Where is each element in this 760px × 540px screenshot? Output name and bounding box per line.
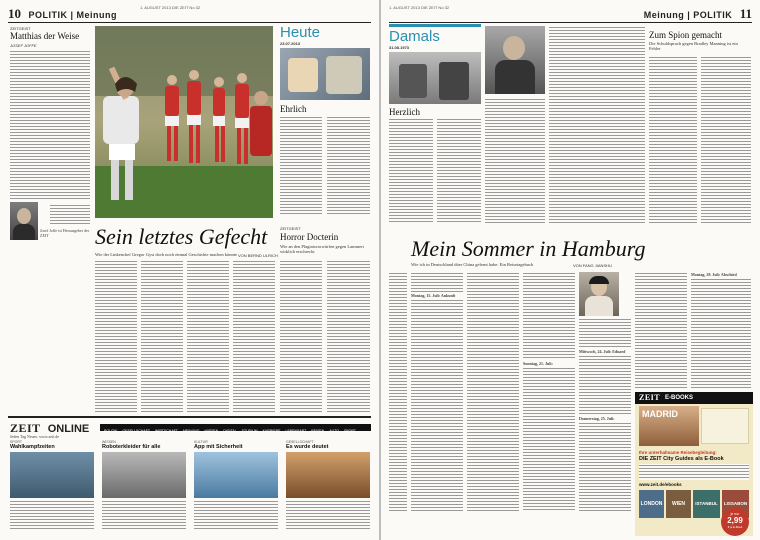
page-date: 1. AUGUST 2013 DIE ZEIT No 32 bbox=[389, 5, 450, 10]
city-tile-london[interactable]: LONDON bbox=[639, 490, 664, 518]
football-scene-illustration bbox=[95, 26, 273, 218]
ebook-label: E-BOOKS bbox=[665, 395, 694, 401]
diary-entry-head: Montag, 29. Juli: Abschied bbox=[691, 272, 737, 277]
promo-card-4[interactable] bbox=[286, 440, 370, 530]
section-label: POLITIK | Meinung bbox=[28, 10, 117, 20]
city-tile-istanbul[interactable]: ISTANBUL bbox=[693, 490, 720, 518]
diary-entry-head: Mittwoch, 24. Juli: Eduard bbox=[579, 349, 626, 354]
author-portrait-fang bbox=[579, 272, 619, 316]
zeit-logo-text: ZEIT bbox=[10, 421, 41, 435]
online-nav-item[interactable]: MEINUNG bbox=[182, 429, 200, 433]
online-nav-item[interactable]: POLITIK bbox=[104, 429, 118, 433]
diary-entry-head: Montag, 15. Juli: Ankunft bbox=[411, 293, 456, 298]
column-body-text-2 bbox=[50, 204, 90, 224]
section-label: Meinung | POLITIK bbox=[643, 10, 733, 20]
damals-text-1 bbox=[389, 118, 433, 224]
online-nav-item[interactable]: AUTO bbox=[329, 429, 339, 433]
promo-text bbox=[286, 500, 370, 530]
promo-title: Wahlkampfzeiten bbox=[10, 444, 55, 450]
promo-image bbox=[286, 452, 370, 498]
right-page bbox=[381, 0, 760, 540]
column-byline: JOSEF JOFFE bbox=[10, 43, 37, 48]
ebook-headline-2: DIE ZEIT City Guides als E-Book bbox=[639, 456, 724, 462]
promo-title: Es wurde deutet bbox=[286, 444, 329, 450]
margin-text bbox=[389, 272, 407, 512]
online-nav-item[interactable]: SPORT bbox=[343, 429, 356, 433]
promo-card-3[interactable] bbox=[194, 440, 278, 530]
promo-card-2[interactable] bbox=[102, 440, 186, 530]
diary-entry-head: Donnerstag, 25. Juli: bbox=[579, 416, 615, 421]
page-number: 10 bbox=[8, 6, 21, 21]
diary-col-1 bbox=[411, 272, 463, 512]
diary-subheadline: Wie ich in Deutschland über China gelernt habe. Ein Reisetagebuch bbox=[411, 262, 534, 267]
online-rule bbox=[8, 416, 371, 418]
damals-headline: Herzlich bbox=[389, 107, 420, 117]
promo-kicker: GESELLSCHAFT bbox=[286, 440, 314, 444]
promo-image bbox=[102, 452, 186, 498]
promo-image bbox=[10, 452, 94, 498]
right-page-header bbox=[389, 5, 752, 21]
damals-date: 31.08.1973 bbox=[389, 45, 410, 50]
column-body-text bbox=[10, 50, 90, 200]
glossary-text-1 bbox=[280, 260, 322, 412]
diary-col-5 bbox=[635, 272, 687, 388]
price-badge bbox=[721, 508, 749, 536]
spion-text-left bbox=[485, 98, 545, 224]
online-nav-item[interactable]: WISSEN bbox=[204, 429, 219, 433]
author-caption: Josef Joffe ist Herausgeber der ZEIT bbox=[40, 228, 90, 238]
online-logo-text: ONLINE bbox=[47, 423, 90, 435]
promo-text bbox=[102, 500, 186, 530]
damals-label: Damals bbox=[389, 28, 440, 45]
price-prefix: je nur bbox=[730, 512, 740, 516]
spion-author-photo bbox=[485, 26, 545, 94]
glossary-headline: Horror Docterin bbox=[280, 232, 339, 242]
diary-byline: VON FANG JIANSHU bbox=[573, 262, 612, 268]
lead-text-col-1 bbox=[95, 260, 137, 412]
promo-kicker: WISSEN bbox=[102, 440, 116, 444]
promo-kicker: SPORT bbox=[10, 440, 22, 444]
glossary-text-2 bbox=[327, 260, 370, 412]
page-date: 1. AUGUST 2013 DIE ZEIT No 32 bbox=[140, 5, 201, 10]
online-nav-item[interactable]: REISEN bbox=[311, 429, 325, 433]
spion-text-2 bbox=[701, 56, 751, 224]
online-nav-bar bbox=[100, 424, 371, 431]
ebook-tablet-image bbox=[701, 408, 749, 444]
city-tile-wien[interactable]: WIEN bbox=[666, 490, 691, 518]
spion-text-1 bbox=[649, 56, 697, 224]
ebook-ad[interactable] bbox=[635, 392, 753, 536]
lead-text-col-2 bbox=[141, 260, 183, 412]
online-nav-item[interactable]: DIGITAL bbox=[223, 429, 237, 433]
online-promo-row bbox=[10, 440, 372, 536]
page-number: 11 bbox=[739, 6, 752, 21]
ebook-headline: Ihre unterhaltsame Reisebegleitung: bbox=[639, 450, 717, 455]
lead-photo-football bbox=[95, 26, 273, 218]
promo-text bbox=[10, 500, 94, 530]
ebook-url[interactable]: www.zeit.de/ebooks bbox=[639, 482, 682, 487]
lead-headline: Sein letztes Gefecht bbox=[95, 224, 268, 249]
promo-kicker: KULTUR bbox=[194, 440, 208, 444]
column-kicker: ZEITGEIST bbox=[10, 26, 31, 31]
online-nav-item[interactable]: KARRIERE bbox=[262, 429, 281, 433]
promo-text bbox=[194, 500, 278, 530]
heute-text-1 bbox=[280, 116, 322, 216]
promo-image bbox=[194, 452, 278, 498]
ebook-hero-city: MADRID bbox=[642, 409, 678, 419]
diary-col-4 bbox=[579, 318, 631, 512]
online-nav-item[interactable]: STUDIUM bbox=[241, 429, 258, 433]
lead-subheadline: Wie der Linkenchef Gregor Gysi doch noch einmal Geschichte machen könnte bbox=[95, 252, 238, 257]
promo-title: Roboterkleider für alle bbox=[102, 444, 161, 450]
header-rule bbox=[8, 22, 371, 23]
price-suffix: € je E-Book bbox=[727, 525, 743, 529]
spion-headline: Zum Spion gemacht bbox=[649, 30, 722, 40]
ebook-ad-header bbox=[635, 392, 753, 404]
heute-label: Heute bbox=[280, 24, 321, 41]
online-nav-item[interactable]: WIRTSCHAFT bbox=[155, 429, 178, 433]
glossary-sub: Wie an den Plagiatsvorwürfen gegen Lammert wirklich erschreckt bbox=[280, 244, 364, 254]
damals-bar bbox=[389, 24, 481, 27]
heute-text-2 bbox=[327, 116, 370, 216]
promo-title: App mit Sicherheit bbox=[194, 444, 243, 450]
damals-text-2 bbox=[437, 118, 481, 224]
center-text-block bbox=[549, 26, 645, 224]
heute-headline: Ehrlich bbox=[280, 104, 307, 114]
online-tagline: Jeden Tag Neues: www.zeit.de bbox=[10, 434, 60, 439]
diary-col-2 bbox=[467, 272, 519, 512]
online-nav-item[interactable]: GESELLSCHAFT bbox=[122, 429, 151, 433]
diary-col-6 bbox=[691, 272, 751, 388]
lead-text-col-4 bbox=[233, 260, 275, 412]
online-nav-item[interactable]: LEBENSART bbox=[285, 429, 307, 433]
heute-photo bbox=[280, 48, 370, 100]
promo-card-1[interactable] bbox=[10, 440, 94, 530]
lead-text-col-3 bbox=[187, 260, 229, 412]
header-rule bbox=[389, 22, 752, 23]
ebook-body bbox=[639, 464, 749, 480]
lead-byline: VON BERND ULRICH bbox=[238, 252, 278, 258]
heute-date: 23.07.2013 bbox=[280, 41, 301, 46]
glossary-kicker: ZEITGEIST bbox=[280, 226, 301, 231]
column-title: Matthias der Weise bbox=[10, 31, 80, 41]
spion-sub: Die Schuldspruch gegen Bradley Manning ist ein Fehler bbox=[649, 41, 738, 51]
left-page bbox=[0, 0, 379, 540]
price-value: 2,99 bbox=[727, 516, 743, 525]
ebook-brand: ZEIT bbox=[639, 393, 661, 402]
diary-col-3 bbox=[523, 272, 575, 512]
ebook-cover-madrid bbox=[639, 406, 699, 446]
diary-headline: Mein Sommer in Hamburg bbox=[411, 236, 646, 261]
city-tile-lissabon[interactable]: LISSABON bbox=[722, 490, 749, 518]
damals-photo bbox=[389, 52, 481, 104]
diary-entry-head: Sonntag, 21. Juli: bbox=[523, 361, 553, 366]
author-portrait bbox=[10, 202, 38, 240]
